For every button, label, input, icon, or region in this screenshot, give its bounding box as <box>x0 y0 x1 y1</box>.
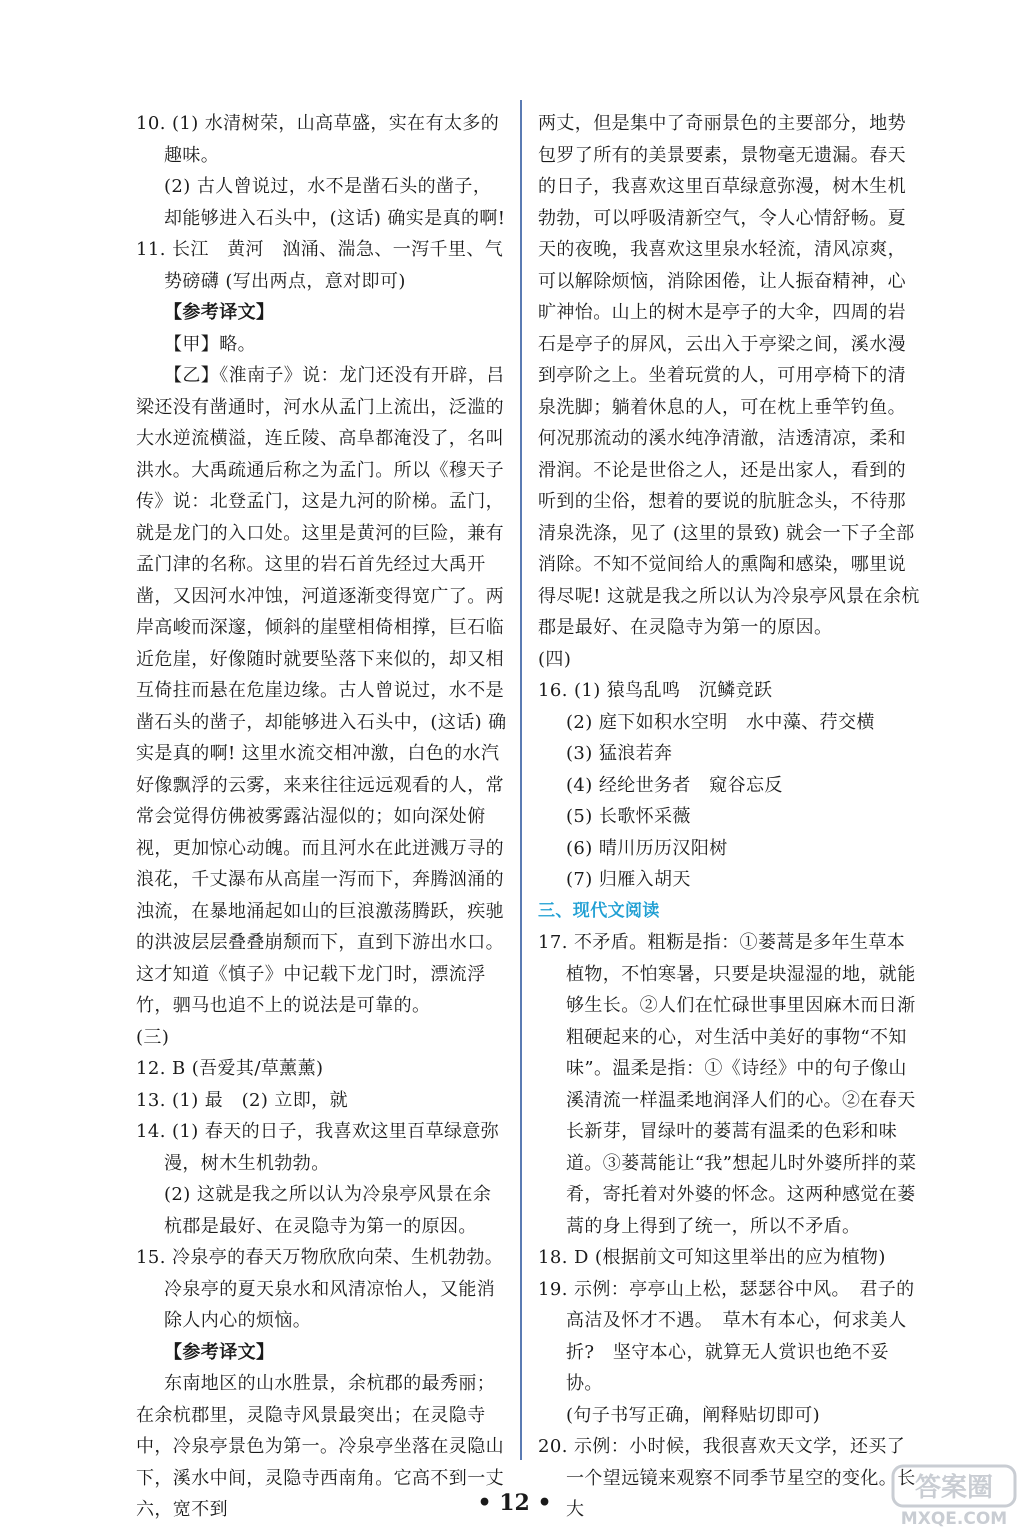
page-number: • 12 • <box>477 1490 552 1516</box>
answer-paragraph: 东南地区的山水胜景，余杭郡的最秀丽；在余杭郡里，灵隐寺风景最突出；在灵隐寺中，冷泉亭景色为第一。冷泉亭坐落在灵隐山下，溪水中间，灵隐寺西南角。它高不到一丈六，宽不到 <box>136 1373 504 1520</box>
watermark-logo-icon <box>889 1462 1019 1528</box>
translation-heading: 【参考译文】 <box>164 302 275 323</box>
answer-paragraph: (6) 晴川历历汉阳树 <box>566 837 728 859</box>
answer-paragraph: (7) 归雁入胡天 <box>566 869 691 890</box>
answer-paragraph: 【甲】略。 <box>164 333 256 355</box>
column-divider <box>520 100 522 1460</box>
translation-heading: 【参考译文】 <box>164 1341 275 1363</box>
answer-paragraph: 14. (1) 春天的日子，我喜欢这里百草绿意弥漫，树木生机勃勃。 <box>136 1121 500 1174</box>
left-column <box>136 108 508 1526</box>
answer-paragraph: (句子书写正确，阐释贴切即可) <box>566 1404 821 1426</box>
answer-paragraph: (2) 这就是我之所以认为冷泉亭风景在余杭郡是最好、在灵隐寺为第一的原因。 <box>164 1184 492 1237</box>
answer-paragraph: 15. 冷泉亭的春天万物欣欣向荣、生机勃勃。冷泉亭的夏天泉水和风清凉怡人，又能消除人内心的烦恼。 <box>136 1247 504 1331</box>
answer-paragraph: 16. (1) 猿鸟乱鸣 沉鳞竞跃 <box>538 680 773 701</box>
answer-paragraph: (四) <box>538 648 572 670</box>
right-column <box>538 108 920 1526</box>
watermark-text-cn: 答案圈 <box>914 1473 994 1503</box>
section-heading: 三、现代文阅读 <box>538 900 660 921</box>
answer-paragraph: 10. (1) 水清树荣，山高草盛，实在有太多的趣味。 <box>136 113 500 166</box>
answer-paragraph: (2) 庭下如积水空明 水中藻、荇交横 <box>566 711 875 733</box>
answer-paragraph: 13. (1) 最 (2) 立即，就 <box>136 1089 348 1111</box>
answer-paragraph: 12. B (吾爱其/草薰薰) <box>136 1058 324 1079</box>
answer-paragraph: 两丈，但是集中了奇丽景色的主要部分，地势包罗了所有的美景要素，景物毫无遗漏。春天的日子，我喜欢这里百草绿意弥漫，树木生机勃勃，可以呼吸清新空气，令人心情舒畅。夏天的夜晚，我喜欢这里泉水轻流，清风凉爽，可以解除烦恼，消除困倦，让人振奋精神，心旷神怡。山上的树木是亭子的大伞，四周的岩石是亭子的屏风，云出入于亭梁之间，溪水漫到亭阶之上。坐着玩赏的人，可用亭椅下的清泉洗脚；躺着休息的人，可在枕上垂竿钓鱼。何况那流动的溪水纯净清澈，洁透清凉，柔和滑润。不论是世俗之人，还是出家人，看到的听到的尘俗，想着的要说的肮脏念头，不待那清泉洗涤，见了 (这里的景致) 就会一下子全部消除。不知不觉间给人的熏陶和感染，哪里说得尽呢! 这就是我之所以认为冷泉亭风景在余杭郡是最好、在灵隐寺为第一的原因。 <box>538 113 920 638</box>
answer-paragraph: 19. 示例：亭亭山上松，瑟瑟谷中风。 君子的高洁及怀才不遇。 草木有本心，何求美人折? 坚守本心，就算无人赏识也绝不妥协。 <box>538 1278 915 1394</box>
answer-paragraph: 17. 不矛盾。粗粝是指：①蒌蒿是多年生草本植物，不怕寒暑，只要是块湿湿的地，就能够生长。②人们在忙碌世事里因麻木而日渐粗硬起来的心，对生活中美好的事物“不知味”。温柔是指：①《诗经》中的句子像山溪清流一样温柔地润泽人们的心。②在春天长新芽，冒绿叶的蒌蒿有温柔的色彩和味道。③蒌蒿能让“我”想起儿时外婆所拌的菜肴，寄托着对外婆的怀念。这两种感觉在蒌蒿的身上得到了统一，所以不矛盾。 <box>538 932 917 1237</box>
answer-paragraph: 18. D (根据前文可知这里举出的应为植物) <box>538 1247 886 1268</box>
watermark-logo <box>889 1462 1019 1528</box>
watermark-text-en: MXQE.COM <box>900 1509 1008 1528</box>
answer-paragraph: (4) 经纶世务者 窥谷忘反 <box>566 774 783 796</box>
answer-paragraph: (5) 长歌怀采薇 <box>566 806 691 827</box>
answer-paragraph: 11. 长江 黄河 汹涌、湍急、一泻千里、气势磅礴 (写出两点，意对即可) <box>136 239 504 292</box>
answer-paragraph: (2) 古人曾说过，水不是凿石头的凿子，却能够进入石头中，(这话) 确实是真的啊! <box>164 176 506 229</box>
answer-paragraph: 【乙】《淮南子》说：龙门还没有开辟，吕梁还没有凿通时，河水从孟门上流出，泛滥的大水逆流横溢，连丘陵、高阜都淹没了，名叫洪水。大禹疏通后称之为孟门。所以《穆天子传》说：北登孟门，这是九河的阶梯。孟门，就是龙门的入口处。这里是黄河的巨险，兼有孟门津的名称。这里的岩石首先经过大禹开凿，又因河水冲蚀，河道逐渐变得宽广了。两岸高峻而深邃，倾斜的崖壁相倚相撑，巨石临近危崖，好像随时就要坠落下来似的，却又相互倚拄而悬在危崖边缘。古人曾说过，水不是凿石头的凿子，却能够进入石头中，(这话) 确实是真的啊! 这里水流交相冲激，白色的水汽好像飘浮的云雾，来来往往远远观看的人，常常会觉得仿佛被雾露沾湿似的；如向深处俯视，更加惊心动魄。而且河水在此迸溅万寻的浪花，千丈瀑布从高崖一泻而下，奔腾汹涌的浊流，在暴地涌起如山的巨浪激荡腾跃，疾驰的洪波层层叠叠崩颓而下，直到下游出水口。这才知道《慎子》中记载下龙门时，漂流浮竹，驷马也追不上的说法是可靠的。 <box>136 365 507 1016</box>
answer-paragraph: (3) 猛浪若奔 <box>566 743 673 764</box>
answer-paragraph: (三) <box>136 1026 170 1048</box>
answer-paragraph: 20. 示例：小时候，我很喜欢天文学，还买了一个望远镜来观察不同季节星空的变化。长大 <box>538 1436 916 1520</box>
